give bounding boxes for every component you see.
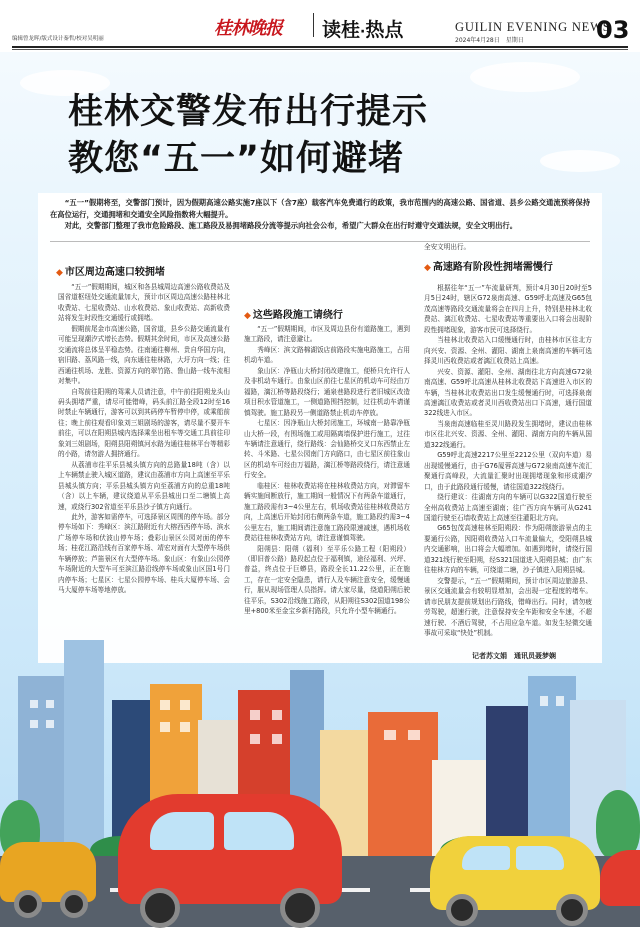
section-body-2 <box>244 324 410 662</box>
bullet-icon: ◆ <box>244 311 251 321</box>
window <box>46 700 54 708</box>
paragraph: G65包茂高速桂林至阳朔段：作为阳朔旅游景点的主要通行公路，因阳朔收费站入口车流量偏大，受阳朔县城内交通影响，出口将会大幅增加。如遇到堵时，请绕行国道321线行驶至阳朔，经S321国道进入阳朔县城；由广东往桂林方向的车辆，可绕道二塘，沙子镇进入阳朔县城。 <box>424 524 592 575</box>
paragraph: 当桂林北收费站入口缓慢通行时，由桂林市区往北方向兴安、资源、全州、灌阳、湖南上泉南高速的车辆可选择灵川西收费站或者漓江收费站上高速。 <box>424 336 592 366</box>
paragraph: 临桂区：桂林收费站将在桂林收费站方向，对滞留车辆实施间断放行，施工期间一般情况下有两条车道通行，施工路段需有3~4公里左右，机场收费站往桂林收费站方向，上高速后开始封闭右侧两条车道，施工路段约需3~4公里左右，施工期间请注意施工路段限速减速，遇机场收费站往桂林收费站方向，请注意谨慎驾驶。 <box>244 481 410 543</box>
window <box>30 700 38 708</box>
section-heading-2: ◆ 这些路段施工请绕行 <box>244 310 343 321</box>
article-lede <box>50 197 590 232</box>
window <box>556 696 564 706</box>
bullet-icon: ◆ <box>56 268 63 278</box>
masthead <box>0 0 640 44</box>
building <box>64 640 104 866</box>
paragraph: 七星区：因净瓶山大桥封闭施工，环城南一路靠净瓶山大桥一段，有围场施工或用隔离墙保护进行施工，过往车辆请注意通行，绕行路线：会仙路桥交叉口东西禁止左转、斗米路、七星公园南门方向路口，由七星区前往象山区的机动车可经由万福路，漓江桥等路段绕行，请注意通行安全。 <box>244 419 410 480</box>
paragraph: 从荔浦市往平乐县城头镇方向的总路量18吨（含）以上车辆禁止驶入城区道路，建议由荔浦市方向上高速至平乐县城头镇方向；平乐县城头镇方向至荔浦方向的总重18吨（含）以上车辆，建议绕道从平乐县城出口至二塘镇上高速，或绕行302省道至平乐县沙子镇方向通行。 <box>58 460 230 511</box>
paragraph: 交警提示，“五一”假期期间，预计市区周边旅游县、景区交通流量会有较明显增加，会出现一定程度的堵车。请市民朋友提前规划出行路线，错峰出行。同时，请勿疲劳驾驶，超速行驶，注意保持安全车距和安全车速，不超速行驶、不酒后驾驶，不占用应急车道。如发生轻微交通事故可采取“快处”机制。 <box>424 576 592 637</box>
paragraph: 假期前尾金市高速公路，国省道，县乡公路交通流量有可能呈现潮汐式增长态势。假期其余时间，市区及高速公路交通流将总体呈平稳态势。往南通往柳州、贵自华国方向，宿旧路、荔风路一线，向东通往桂林路，大圩方向一线；往西通往机场、龙胜、资源方向的翠竹路、鲁山路一线车流相对集中。 <box>58 324 230 386</box>
window <box>408 730 420 740</box>
window <box>384 730 396 740</box>
window <box>30 720 38 728</box>
paragraph: 秀峰区：滨文路棉湖饭店前路段实施电路施工，占用机动车道。 <box>244 345 410 365</box>
section-main: 读桂 <box>322 19 361 41</box>
section-sub: 热点 <box>365 19 404 41</box>
car-wheel <box>60 890 88 918</box>
byline: 记者苏文娟 通讯员聂梦娴 <box>472 652 556 660</box>
paragraph: “五一”假期期间，市区及周边县份有道路施工，遇到施工路段，请注意避让。 <box>244 325 410 344</box>
car-wheel <box>556 894 588 926</box>
car-window <box>150 812 214 850</box>
column-3-top <box>424 242 592 251</box>
masthead-rule-thin <box>12 49 628 50</box>
car-window <box>224 812 294 850</box>
car-wheel <box>14 890 42 918</box>
window <box>250 710 260 720</box>
headline-line-2: 教您“五一”如何避堵 <box>68 139 405 179</box>
window <box>160 700 170 710</box>
paragraph: 象山区：净瓶山大桥封闭改建施工，便桥只允许行人及非机动车通行。由象山区前往七星区的机动车可经由万福路，漓江桥等路段绕行；通泉巷路段进行老旧城区改造项目积水管道施工，一侧道路围挡控制，过往机动车请谨慎驾驶。施工路段另一侧道路禁止机动车停放。 <box>244 366 410 417</box>
car-wheel <box>280 888 320 928</box>
paragraph: 当泉南高速临桂至灵川路段发生拥堵时，建议由桂林市区往北兴安、资源、全州、灌阳、湖南方向的车辆从国道322线通行。 <box>424 419 592 449</box>
car-wheel <box>140 888 180 928</box>
window <box>180 700 190 710</box>
newspaper-logo: 桂林晚报 <box>214 18 282 39</box>
lede-bold: “五一”假期将至，交警部门预计，因为假期高速公路实施7座以下（含7座）载客汽车免费通行的政策，我市范围内的高速公路、国省道、县乡公路交通流预将保持在高位运行，交通拥堵和交通安全风险指数将大幅提升。 <box>50 198 590 219</box>
window <box>160 722 170 732</box>
headline-line-1: 桂林交警发布出行提示 <box>68 92 429 132</box>
lede-normal: 对此，交警部门整理了我市危险路段、施工路段及易拥堵路段分流等提示向社会公布，希望广大群众在出行时遵守交通法规，安全文明出行。 <box>64 221 517 231</box>
paragraph: 绕行建议：往湖南方向的车辆可以G322国道行驶至全州高收费站上高速至湖南；往广西方向车辆可从G241国道行驶至石墙收费站上高速至往灌阳北方向。 <box>424 493 592 522</box>
section-separator: · <box>360 24 366 40</box>
page-number: 03 <box>596 16 630 44</box>
paragraph: 全安文明出行。 <box>424 243 471 251</box>
paragraph: 兴安、资源、灌阳、全州、湖南往北方向高速G72泉南高速、G59呼北高速从桂林北收费站下高速进入市区的车辆，当桂林北收费站出口发生缓慢通行时，可选择泉南高速漓江收费站或者灵川西收费站出口下高速，通行国道322线进入市区。 <box>424 367 592 418</box>
paragraph: 此外，游客如需停车，可选择景区周围的停车场。部分停车场如下：秀峰区：滨江路附近有大榕西西停车场、滨水广场停车场和伏波山停车场；叠彩山景区公园对面的停车场；桂花江路沿线有百家停车场、靖宏对面有大型停车场供车辆停放；芦笛景区有大型停车场。象山区：有象山公园停车场附近的大型车可至滨江路沿线停车场或象山区国1号门内停车场；七星区：七星公园停车场、桂兵大厦停车场、会马大厦停车场等地停放。 <box>58 512 230 595</box>
masthead-divider <box>313 13 314 37</box>
bullet-icon: ◆ <box>424 263 431 273</box>
paragraph: 阳朔县：阳朔（福利）至平乐公路工程（阳朔段）（即旧普公路）路段起点位于福利镇，途径福利、兴坪、普益，终点位于巨蟒县，路段全长11.22公里，正在施工，存在一定安全隐患，请行人及车辆注意安全，缓慢通行，服从现场管理人员指挥。请大家尽量，绕道阳朔后驶往平乐，S302沿线施工路段，从阳朔往S302国道198公里+800米至金宝乡新村路段，只允许小型车辆通行。 <box>244 544 410 616</box>
paragraph: G59呼北高速2217公里至2212公里（双向车道）易出现缓慢通行，由于G76厦蓉高速与G72泉南高速车流汇聚通行高峰段，大流量汇聚时出现拥堵现象和形成潮汐口，由于此路段通行缓慢，请往国道322线绕行。 <box>424 451 592 491</box>
window <box>272 734 282 744</box>
window <box>180 722 190 732</box>
section-heading-3: ◆ 高速路有阶段性拥堵需慢行 <box>424 262 553 273</box>
section-body-3 <box>424 283 592 649</box>
car-window <box>462 846 510 870</box>
window <box>540 696 548 706</box>
section-name <box>322 15 403 42</box>
section-heading-1: ◆ 市区周边高速口较拥堵 <box>56 267 165 278</box>
masthead-rule <box>12 46 628 48</box>
building <box>368 712 438 866</box>
paragraph: “五一”假期期间，城区和各县城周边高速公路收费站及国省道枢纽处交通流量加大，预计市区周边高速公路桂林北收费站、七星收费站、山水收费站、象山收费站、高新收费站将发生时段性交通缓行或拥堵。 <box>58 283 230 323</box>
paragraph: 自驾前往阳朔的驾乘人员请注意，中午前往阳朔龙头山码头拥堵严重，请尽可能错峰，码头前江路全段12时至16时禁止车辆通行，游客可以到其码停车暂停申停，或乘船前往；晚上前往观看印象刘三姐剧场的游客，请尽量不要开车前往，可以在阳朔县城内选择乘坐出租车等交通工具前往印象刘三姐剧场，阳朔县阳朔镇河水路为通往桂林平台等精彩的小路，请勿游人拥挤通行。 <box>58 387 230 459</box>
issue-date: 2024年4月28日 星期日 <box>455 37 524 44</box>
car-window <box>516 846 564 870</box>
window <box>46 720 54 728</box>
paragraph: 根据往年“五一”车流量研判，预计4月30日20时至5月5日24时，辖区G72泉南高速、G59呼北高速及G65包茂高速等路段交通流量将会在四月上升，特别是桂林北收费站、漓江收费站、七星收费站等重要出入口将会出现阶段性拥堵现象，游客市民可选择绕行。 <box>424 284 592 334</box>
column-2-top <box>244 242 410 304</box>
window <box>272 710 282 720</box>
paper-name-english: GUILIN EVENING NEWS <box>455 20 611 34</box>
section-body-1 <box>58 282 230 660</box>
window <box>250 734 260 744</box>
editor-credits: 编辑曾龙晖/版式设计秦哲/校对吴明丽 <box>12 36 104 42</box>
car-wheel <box>446 894 478 926</box>
